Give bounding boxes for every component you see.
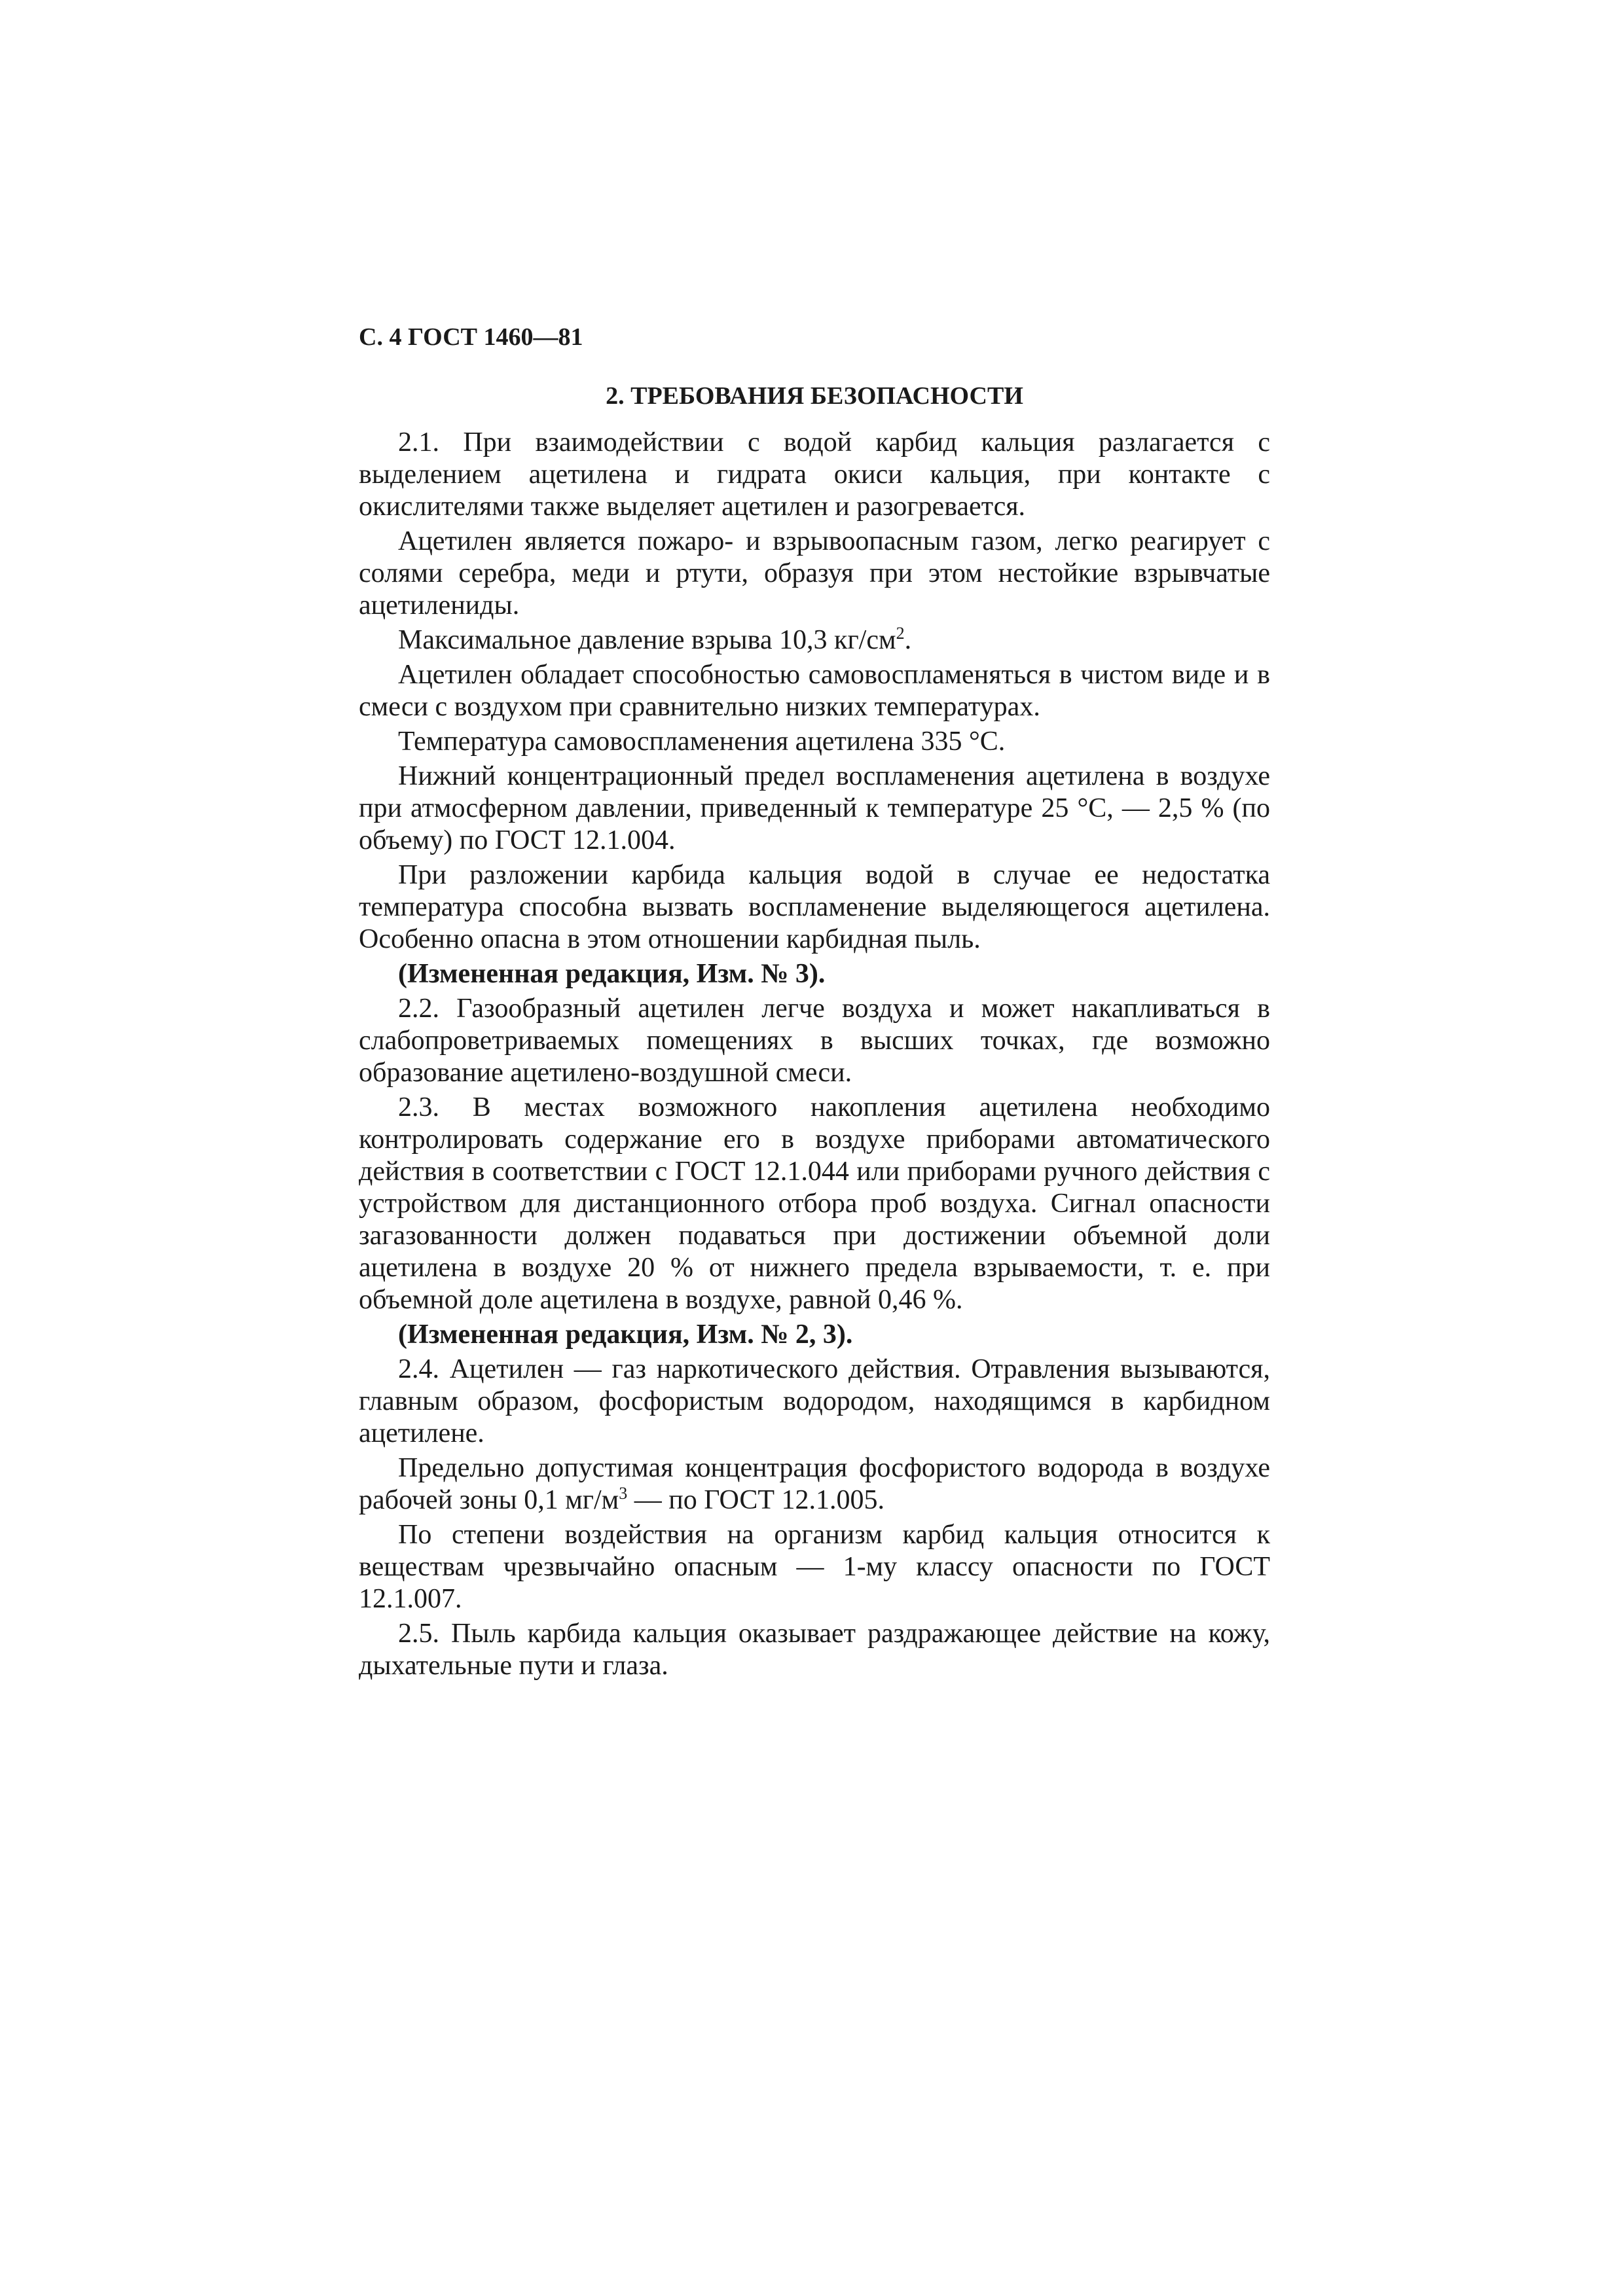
paragraph-2-3: 2.3. В местах возможного накопления ацетилена необходимо контролировать содержание его в воздухе приборами автоматического действия в соответствии с ГОСТ 12.1.044 или приборами ручного действия с устройством для дистанционного отбора проб воздуха. Сигнал опасности загазованности должен подаваться при достижении объемной доли ацетилена в воздухе 20 % от нижнего предела взрываемости, т. е. при объемной доле ацетилена в воздухе, равной 0,46 %.	[359, 1092, 1270, 1315]
paragraph-2-1: 2.1. При взаимодействии с водой карбид кальция разлагается с выделением ацетилена и гидрата окиси кальция, при контакте с окислителями также выделяет ацетилен и разогревается.	[359, 427, 1270, 522]
amendment-note: (Измененная редакция, Изм. № 3).	[398, 959, 826, 989]
paragraph-lower-limit: Нижний концентрационный предел воспламенения ацетилена в воздухе при атмосферном давлении, приведенный к температуре 25 °С, — 2,5 % (по объему) по ГОСТ 12.1.004.	[359, 761, 1270, 855]
section-title: 2. ТРЕБОВАНИЯ БЕЗОПАСНОСТИ	[606, 382, 1023, 410]
paragraph-2-5: 2.5. Пыль карбида кальция оказывает раздражающее действие на кожу, дыхательные пути и глаза.	[359, 1619, 1270, 1681]
paragraph-self-ignition: Ацетилен обладает способностью самовоспламеняться в чистом виде и в смеси с воздухом при сравнительно низких температурах.	[359, 660, 1270, 722]
paragraph-2-4: 2.4. Ацетилен — газ наркотического действия. Отравления вызываются, главным образом, фосфористым водородом, находящимся в карбидном ацетилене.	[359, 1354, 1270, 1448]
amendment-note: (Измененная редакция, Изм. № 2, 3).	[398, 1319, 853, 1350]
paragraph-max-pressure: Максимальное давление взрыва 10,3 $кг/см^2$.	[398, 624, 912, 655]
superscript: 3	[619, 1484, 628, 1503]
paragraph-acetylene-hazard: Ацетилен является пожаро- и взрывоопасным газом, легко реагирует с солями серебра, меди и ртути, образуя при этом нестойкие взрывчатые ацетилениды.	[359, 526, 1270, 620]
superscript: 2	[896, 624, 905, 643]
paragraph-hazard-class: По степени воздействия на организм карбид кальция относится к веществам чрезвычайно опасным — 1-му классу опасности по ГОСТ 12.1.007.	[359, 1520, 1270, 1614]
paragraph-2-2: 2.2. Газообразный ацетилен легче воздуха и может накапливаться в слабопроветриваемых помещениях в высших точках, где возможно образование ацетилено-воздушной смеси.	[359, 994, 1270, 1088]
paragraph-mac-phosphine: Предельно допустимая концентрация фосфористого водорода в воздухе рабочей зоны 0,1 $мг/м^3$ — по ГОСТ 12.1.005.	[359, 1453, 1270, 1515]
document-page	[359, 321, 1270, 1685]
running-head: С. 4 ГОСТ 1460—81	[359, 323, 583, 351]
paragraph-ignition-temperature: Температура самовоспламенения ацетилена 335 °С.	[398, 726, 1006, 757]
paragraph-decomposition: При разложении карбида кальция водой в случае ее недостатка температура способна вызвать воспламенение выделяющегося ацетилена. Особенно опасна в этом отношении карбидная пыль.	[359, 860, 1270, 954]
